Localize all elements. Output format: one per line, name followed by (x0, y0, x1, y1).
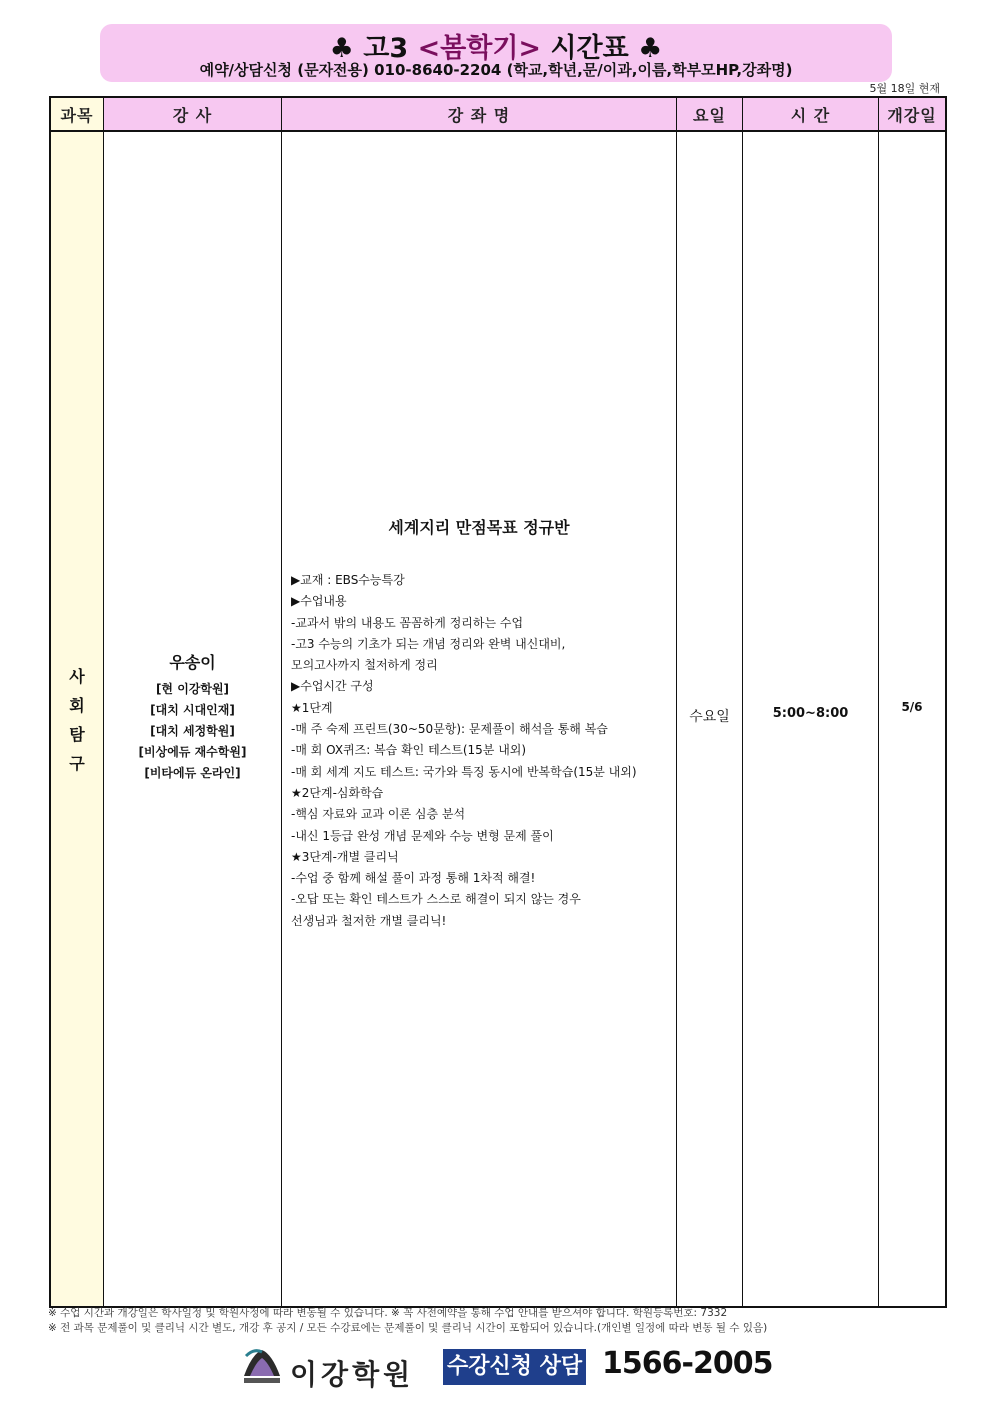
title-suffix: 시간표 (550, 33, 629, 64)
course-line: -매 회 세계 지도 테스트: 국가와 특징 동시에 반복학습(15분 내외) (291, 764, 637, 779)
subject-char: 구 (69, 754, 85, 773)
course-line: ▶수업시간 구성 (291, 679, 374, 694)
header-day: 요일 (677, 98, 743, 132)
header-subject: 과목 (51, 98, 104, 132)
open-date-cell (879, 132, 945, 1306)
subject-char: 회 (69, 696, 85, 715)
course-line: ★3단계-개별 클리닉 (291, 849, 399, 864)
open-date-value: 5/6 (901, 700, 923, 714)
course-line: -교과서 밖의 내용도 꼼꼼하게 정리하는 수업 (291, 615, 524, 630)
title-season: <봄학기> (417, 33, 542, 64)
time-value: 5:00~8:00 (772, 706, 849, 721)
course-line: ★2단계-심화학습 (291, 785, 384, 800)
header-time: 시 간 (743, 98, 879, 132)
course-line: -수업 중 함께 해설 풀이 과정 통해 1차적 해결! (291, 871, 536, 886)
academy-name: 이강학원 (290, 1358, 415, 1391)
academy-logo-icon (240, 1346, 284, 1386)
teacher-career (104, 679, 281, 784)
course-line: ▶수업내용 (291, 594, 347, 609)
enroll-consult-label: 수강신청 상담 (443, 1349, 586, 1385)
note-line: ※ 수업 시간과 개강일은 학사일정 및 학원사정에 따라 변동될 수 있습니다. ※ 꼭 사전예약을 통해 수업 안내를 받으셔야 합니다. 학원등록번호: 7332 (48, 1307, 728, 1319)
course-line: ▶교재 : EBS수능특강 (291, 573, 405, 587)
time-cell (743, 132, 879, 1306)
course-line: 선생님과 철저한 개별 클리닉! (291, 913, 447, 928)
schedule-table (49, 96, 947, 1308)
career-item: [비상에듀 재수학원] (138, 745, 247, 759)
footer (240, 1342, 773, 1392)
subject-char: 사 (69, 667, 85, 686)
subject-text (51, 662, 103, 778)
career-item: [대치 세정학원] (150, 724, 235, 738)
phone-number: 1566-2005 (602, 1346, 773, 1381)
course-line: -매 회 OX퀴즈: 복습 확인 테스트(15분 내외) (291, 743, 527, 758)
course-line: -고3 수능의 기초가 되는 개념 정리와 완벽 내신대비, (291, 636, 566, 651)
date-note: 5월 18일 현재 (869, 82, 940, 95)
contact-subtitle: 예약/상담신청 (문자전용) 010-8640-2204 (학교,학년,문/이과,이름,학부모HP,강좌명) (199, 61, 793, 79)
course-line: 모의고사까지 철저하게 정리 (291, 658, 438, 673)
notes (48, 1306, 767, 1336)
course-cell (282, 132, 677, 1306)
day-value: 수요일 (689, 709, 730, 725)
header-teacher: 강 사 (104, 98, 282, 132)
title-prefix: 고3 (363, 33, 409, 64)
header-open-date: 개강일 (879, 98, 945, 132)
header-course: 강 좌 명 (282, 98, 677, 132)
course-line: -매 주 숙제 프린트(30~50문항): 문제풀이 해석을 통해 복습 (291, 722, 608, 737)
course-line: -오답 또는 확인 테스트가 스스로 해결이 되지 않는 경우 (291, 892, 581, 907)
club-icon-right: ♣ (638, 33, 663, 64)
career-item: [비타에듀 온라인] (144, 766, 241, 780)
note-line: ※ 전 과목 문제풀이 및 클리닉 시간 별도, 개강 후 공지 / 모든 수강료에는 문제풀이 및 클리닉 시간이 포함되어 있습니다.(개인별 일정에 따라 변동 될 수 있음) (48, 1322, 768, 1334)
subject-char: 탐 (69, 725, 85, 744)
day-cell (677, 132, 743, 1306)
teacher-cell (104, 132, 282, 1306)
course-title: 세계지리 만점목표 정규반 (388, 518, 570, 537)
teacher-name: 우송이 (169, 653, 216, 672)
header-banner (100, 24, 892, 82)
club-icon-left: ♣ (329, 33, 354, 64)
career-item: [대치 시대인재] (150, 703, 235, 717)
course-line: ★1단계 (291, 700, 333, 715)
subject-cell (51, 132, 104, 1306)
course-line: -내신 1등급 완성 개념 문제와 수능 변형 문제 풀이 (291, 828, 554, 843)
course-description (291, 570, 668, 932)
course-line: -핵심 자료와 교과 이론 심층 분석 (291, 807, 466, 822)
career-item: [현 이강학원] (155, 682, 230, 696)
